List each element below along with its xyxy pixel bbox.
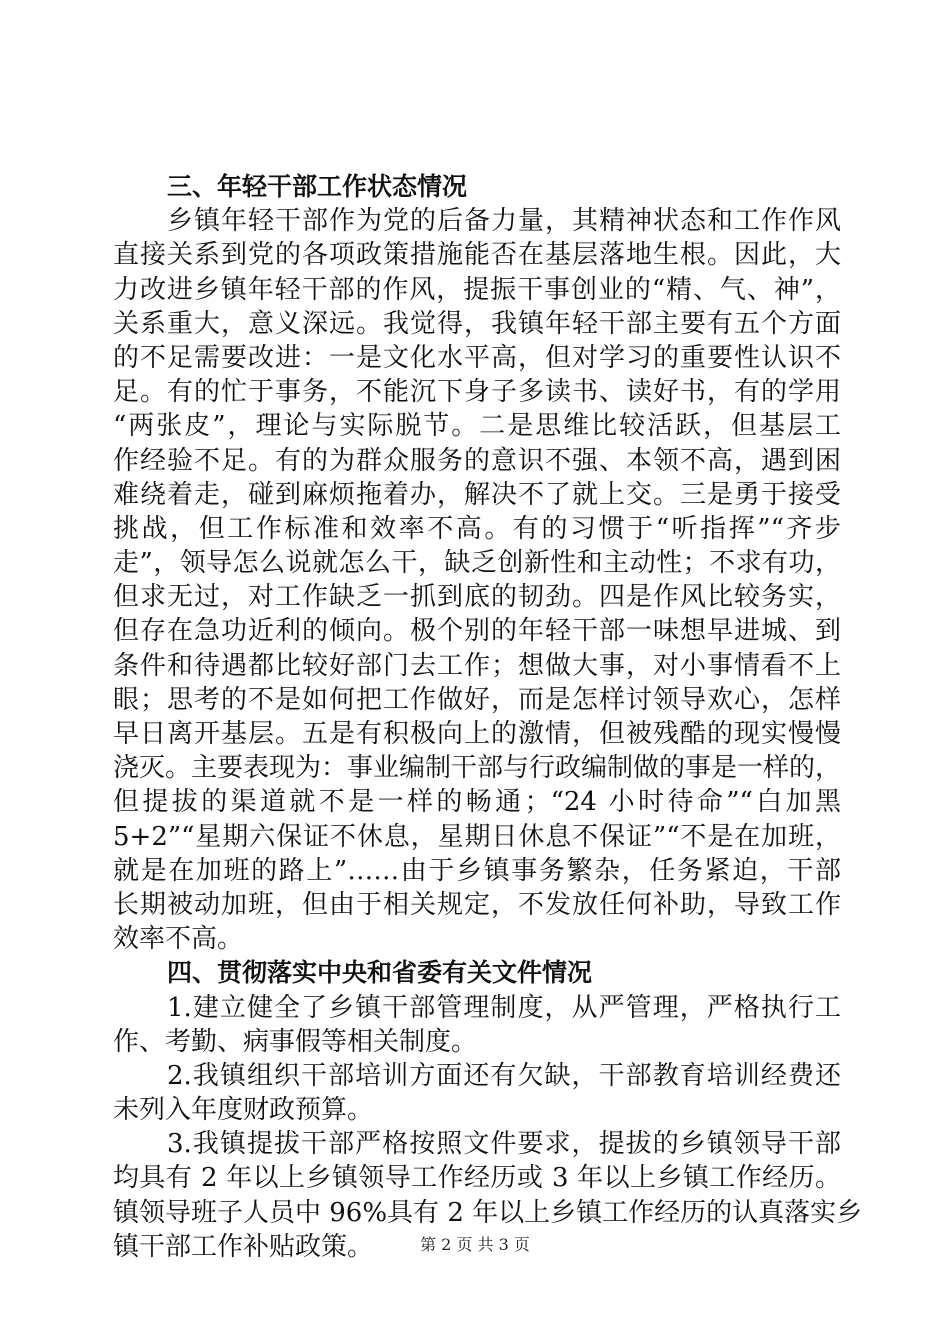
paragraph-line: 但求无过，对工作缺乏一抓到底的韧劲。四是作风比较务实， (113, 582, 841, 613)
paragraph-line: 直接关系到党的各项政策措施能否在基层落地生根。因此，大 (113, 240, 841, 271)
paragraph-line: 3.我镇提拔干部严格按照文件要求，提拔的乡镇领导干部 (167, 1129, 841, 1160)
section-heading-4: 四、贯彻落实中央和省委有关文件情况 (167, 958, 593, 988)
section-heading-3: 三、年轻干部工作状态情况 (167, 172, 468, 201)
paragraph-line: 作经验不足。有的为群众服务的意识不强、本领不高，遇到困 (113, 445, 841, 476)
paragraph-line: 就是在加班的路上”……由于乡镇事务繁杂，任务紧迫，干部 (113, 855, 841, 886)
paragraph-line: 长期被动加班，但由于相关规定，不发放任何补助，导致工作 (113, 889, 841, 920)
paragraph-line: 眼；思考的不是如何把工作做好，而是怎样讨领导欢心，怎样 (113, 684, 841, 715)
paragraph-line: 走”，领导怎么说就怎么干，缺乏创新性和主动性；不求有功， (113, 548, 841, 579)
paragraph-line: 1.建立健全了乡镇干部管理制度，从严管理，严格执行工 (167, 992, 841, 1023)
paragraph-line: 5+2”“星期六保证不休息，星期日休息不保证”“不是在加班， (113, 821, 841, 852)
page-number-footer: 第 2 页 共 3 页 (420, 1235, 530, 1254)
paragraph-line: “两张皮”，理论与实际脱节。二是思维比较活跃，但基层工 (113, 411, 841, 442)
paragraph-line: 的不足需要改进：一是文化水平高，但对学习的重要性认识不 (113, 342, 841, 373)
document-body (113, 170, 863, 1264)
paragraph-line: 但提拔的渠道就不是一样的畅通；“24 小时待命”“白加黑 (113, 787, 841, 818)
paragraph-line: 力改进乡镇年轻干部的作风，提振干事创业的“精、气、神”， (113, 274, 841, 305)
paragraph-line: 均具有 2 年以上乡镇领导工作经历或 3 年以上乡镇工作经历。 (113, 1163, 841, 1194)
paragraph-line: 条件和待遇都比较好部门去工作；想做大事，对小事情看不上 (113, 650, 841, 681)
paragraph-line: 镇领导班子人员中 96%具有 2 年以上乡镇工作经历的认真落实乡 (113, 1197, 863, 1228)
paragraph-line: 作、考勤、病事假等相关制度。 (113, 1026, 478, 1057)
paragraph-line: 效率不高。 (113, 924, 244, 955)
paragraph-line: 2.我镇组织干部培训方面还有欠缺，干部教育培训经费还 (167, 1060, 841, 1091)
paragraph-line: 浇灭。主要表现为：事业编制干部与行政编制做的事是一样的， (113, 753, 842, 784)
paragraph-line: 足。有的忙于事务，不能沉下身子多读书、读好书，有的学用 (113, 377, 841, 408)
paragraph-line: 未列入年度财政预算。 (113, 1095, 374, 1126)
paragraph-line: 乡镇年轻干部作为党的后备力量，其精神状态和工作作风 (167, 206, 841, 237)
paragraph-line: 但存在急功近利的倾向。极个别的年轻干部一味想早进城、到 (113, 616, 841, 647)
paragraph-line: 关系重大，意义深远。我觉得，我镇年轻干部主要有五个方面 (113, 308, 841, 339)
paragraph-line: 镇干部工作补贴政策。 (113, 1231, 374, 1262)
paragraph-line: 早日离开基层。五是有积极向上的激情，但被残酷的现实慢慢 (113, 719, 841, 749)
paragraph-line: 难绕着走，碰到麻烦拖着办，解决不了就上交。三是勇于接受 (113, 479, 841, 510)
paragraph-line: 挑战，但工作标准和效率不高。有的习惯于“听指挥”“齐步 (113, 513, 841, 544)
